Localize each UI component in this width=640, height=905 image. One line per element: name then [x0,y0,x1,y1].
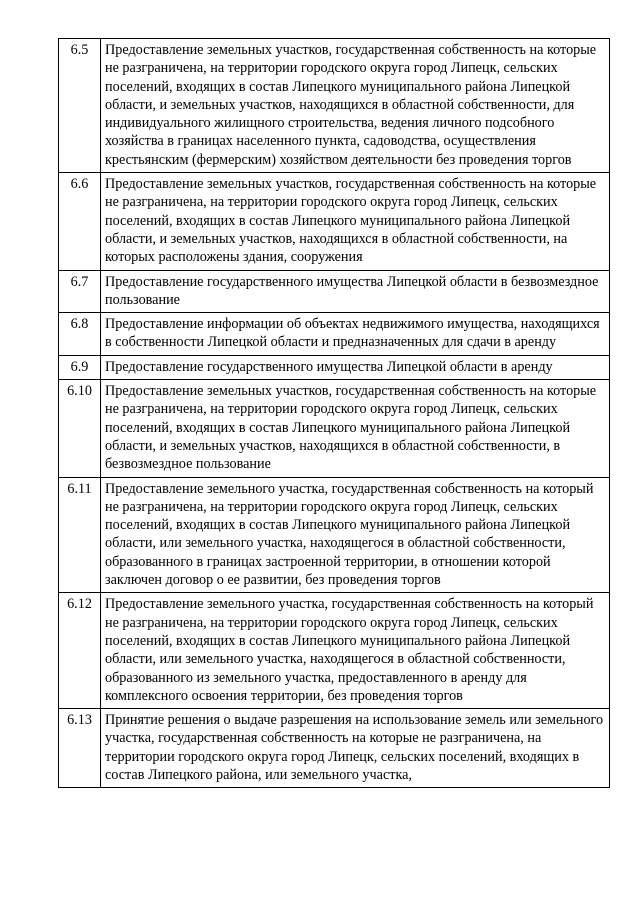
table-row [59,355,610,379]
row-number: 6.7 [59,270,101,313]
table-row [59,173,610,270]
table-row [59,380,610,477]
row-number: 6.11 [59,477,101,593]
row-number: 6.13 [59,709,101,788]
row-number: 6.6 [59,173,101,270]
table-row [59,270,610,313]
row-number: 6.9 [59,355,101,379]
row-number: 6.12 [59,593,101,709]
table-row [59,313,610,356]
row-description: Предоставление государственного имущества Липецкой области в аренду [101,355,610,379]
row-number: 6.10 [59,380,101,477]
row-description: Предоставление земельных участков, государственная собственность на которые не разграничена, на территории городского округа город Липецк, сельских поселений, входящих в состав Липецкого муниципального района Липецкой области, и земельных участков, находящихся в областной собственности, для индивидуального жилищного строительства, ведения личного подсобного хозяйства в границах населенного пункта, садоводства, осуществления крестьянским (фермерским) хозяйством деятельности без проведения торгов [101,39,610,173]
services-table [58,38,610,788]
row-description: Предоставление земельного участка, государственная собственность на который не разграничена, на территории городского округа город Липецк, сельских поселений, входящих в состав Липецкого муниципального района Липецкой области, или земельного участка, находящегося в областной собственности, образованного в границах застроенной территории, в отношении которой заключен договор о ее развитии, без проведения торгов [101,477,610,593]
row-number: 6.8 [59,313,101,356]
table-row [59,593,610,709]
table-row [59,709,610,788]
row-description: Предоставление информации об объектах недвижимого имущества, находящихся в собственности Липецкой области и предназначенных для сдачи в аренду [101,313,610,356]
table-row [59,39,610,173]
services-table-body [59,39,610,788]
row-description: Предоставление земельных участков, государственная собственность на которые не разграничена, на территории городского округа город Липецк, сельских поселений, входящих в состав Липецкого муниципального района Липецкой области, и земельных участков, находящихся в областной собственности, в безвозмездное пользование [101,380,610,477]
row-description: Предоставление земельных участков, государственная собственность на которые не разграничена, на территории городского округа город Липецк, сельских поселений, входящих в состав Липецкого муниципального района Липецкой области, и земельных участков, находящихся в областной собственности, на которых расположены здания, сооружения [101,173,610,270]
row-description: Предоставление государственного имущества Липецкой области в безвозмездное пользование [101,270,610,313]
row-description: Принятие решения о выдаче разрешения на использование земель или земельного участка, государственная собственность на которые не разграничена, на территории городского округа город Липецк, сельских поселений, входящих в состав Липецкого района, или земельного участка, [101,709,610,788]
row-description: Предоставление земельного участка, государственная собственность на который не разграничена, на территории городского округа город Липецк, сельских поселений, входящих в состав Липецкого муниципального района Липецкой области, или земельного участка, находящегося в областной собственности, образованного из земельного участка, предоставленного в аренду для комплексного освоения территории, без проведения торгов [101,593,610,709]
table-row [59,477,610,593]
row-number: 6.5 [59,39,101,173]
